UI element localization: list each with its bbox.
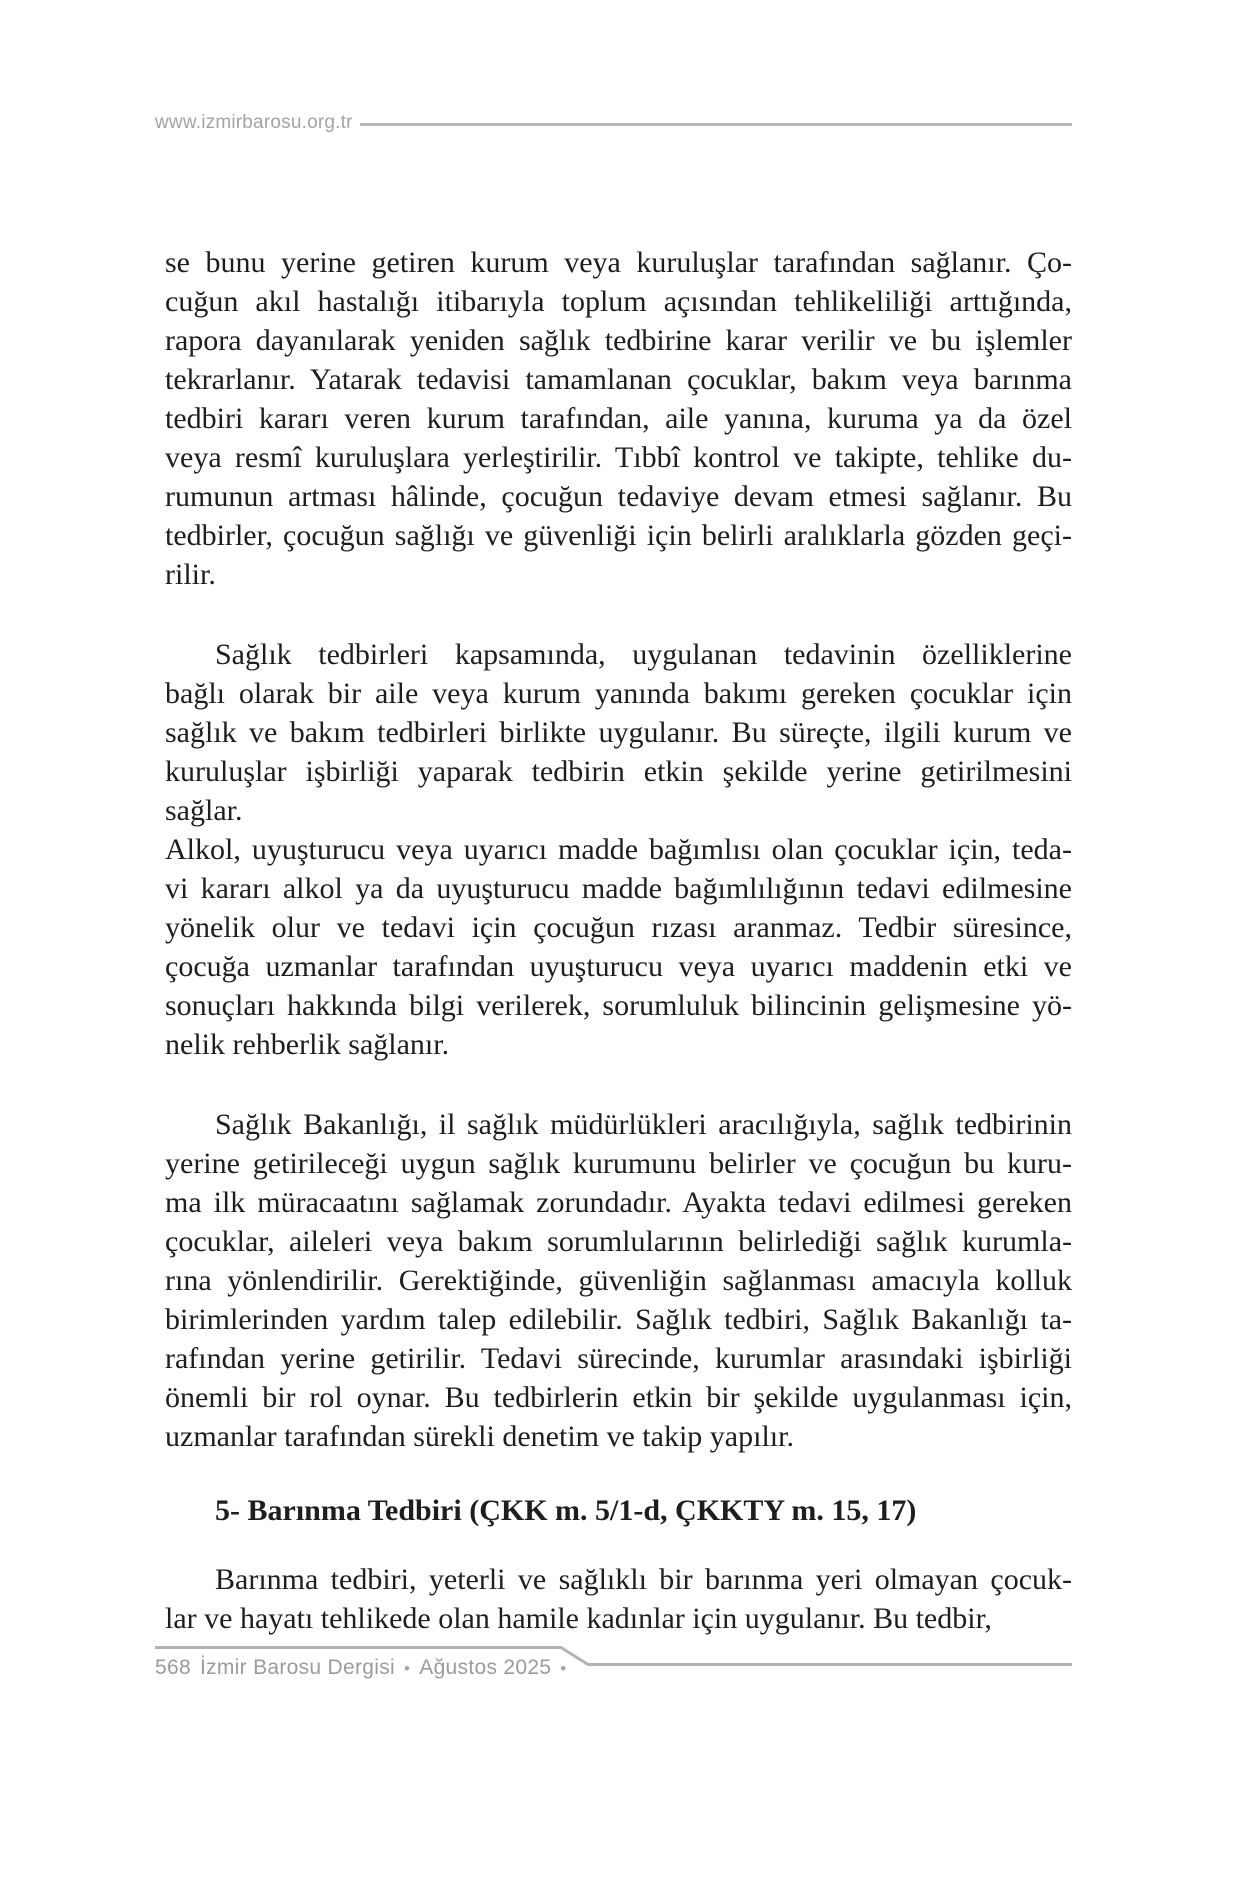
text-line: rilir. <box>165 558 216 591</box>
text-line: rına yönlendirilir. Gerektiğinde, güvenliğin sağlanması amacıyla kolluk <box>165 1264 1072 1297</box>
text-line: birimlerinden yardım talep edilebilir. Sağlık tedbiri, Sağlık Bakanlığı ta- <box>165 1303 1072 1336</box>
paragraph <box>165 830 1072 1064</box>
page-number: 568 <box>155 1656 191 1679</box>
text-line: rapora dayanılarak yeniden sağlık tedbirine karar verilir ve bu işlemler <box>165 324 1072 357</box>
text-line: cuğun akıl hastalığı itibarıyla toplum açısından tehlikeliliği arttığında, <box>165 285 1072 318</box>
header-rule <box>360 123 1072 126</box>
bullet-icon: • <box>560 1659 567 1678</box>
section-heading <box>165 1491 1072 1530</box>
text-line: 5- Barınma Tedbiri (ÇKK m. 5/1-d, ÇKKTY m. 15, 17) <box>215 1494 917 1527</box>
text-line: çocuğa uzmanlar tarafından uyuşturucu veya uyarıcı maddenin etki ve <box>165 950 1072 983</box>
paragraph <box>165 1105 1072 1456</box>
text-line: tedbirler, çocuğun sağlığı ve güvenliği için belirli aralıklarla gözden geçi- <box>165 519 1072 552</box>
paragraph <box>165 243 1072 594</box>
paragraph <box>165 635 1072 830</box>
text-line: Barınma tedbiri, yeterli ve sağlıklı bir barınma yeri olmayan çocuk- <box>215 1563 1072 1596</box>
issue-date: Ağustos 2025 <box>419 1656 552 1679</box>
paragraph <box>165 1560 1072 1638</box>
text-line: sonuçları hakkında bilgi verilerek, sorumluluk bilincinin gelişmesine yö- <box>165 989 1072 1022</box>
text-line: tekrarlanır. Yatarak tedavisi tamamlanan çocuklar, bakım veya barınma <box>165 363 1072 396</box>
text-line: nelik rehberlik sağlanır. <box>165 1028 450 1061</box>
text-line: bağlı olarak bir aile veya kurum yanında bakımı gereken çocuklar için <box>165 677 1072 710</box>
text-line: rumunun artması hâlinde, çocuğun tedaviye devam etmesi sağlanır. Bu <box>165 480 1072 513</box>
text-line: ma ilk müracaatını sağlamak zorundadır. Ayakta tedavi edilmesi gereken <box>165 1186 1072 1219</box>
journal-title: İzmir Barosu Dergisi <box>199 1656 395 1679</box>
text-line: veya resmî kuruluşlara yerleştirilir. Tıbbî kontrol ve takipte, tehlike du- <box>165 441 1072 474</box>
text-line: lar ve hayatı tehlikede olan hamile kadınlar için uygulanır. Bu tedbir, <box>165 1602 992 1635</box>
text-line: Sağlık tedbirleri kapsamında, uygulanan tedavinin özelliklerine <box>215 638 1072 671</box>
text-line: se bunu yerine getiren kurum veya kuruluşlar tarafından sağlanır. Ço- <box>165 246 1072 279</box>
text-line: Alkol, uyuşturucu veya uyarıcı madde bağımlısı olan çocuklar için, teda- <box>165 833 1072 866</box>
text-line: yönelik olur ve tedavi için çocuğun rızası aranmaz. Tedbir süresince, <box>165 911 1072 944</box>
text-line: Sağlık Bakanlığı, il sağlık müdürlükleri aracılığıyla, sağlık tedbirinin <box>215 1108 1072 1141</box>
text-line: uzmanlar tarafından sürekli denetim ve takip yapılır. <box>165 1420 794 1453</box>
page-footer <box>155 1656 567 1680</box>
text-line: yerine getirileceği uygun sağlık kurumunu belirler ve çocuğun bu kuru- <box>165 1147 1072 1180</box>
text-line: vi kararı alkol ya da uyuşturucu madde bağımlılığının tedavi edilmesine <box>165 872 1072 905</box>
page-header <box>155 112 1072 134</box>
text-column <box>165 243 1072 1638</box>
text-line: sağlar. <box>165 794 243 827</box>
bullet-icon: • <box>404 1659 411 1678</box>
text-line: rafından yerine getirilir. Tedavi sürecinde, kurumlar arasındaki işbirliği <box>165 1342 1072 1375</box>
site-url: www.izmirbarosu.org.tr <box>155 112 353 133</box>
text-line: sağlık ve bakım tedbirleri birlikte uygulanır. Bu süreçte, ilgili kurum ve <box>165 716 1072 749</box>
text-line: çocuklar, aileleri veya bakım sorumlularının belirlediği sağlık kurumla- <box>165 1225 1072 1258</box>
text-line: önemli bir rol oynar. Bu tedbirlerin etkin bir şekilde uygulanması için, <box>165 1381 1072 1414</box>
text-line: tedbiri kararı veren kurum tarafından, aile yanına, kuruma ya da özel <box>165 402 1072 435</box>
text-line: kuruluşlar işbirliği yaparak tedbirin etkin şekilde yerine getirilmesini <box>165 755 1072 788</box>
